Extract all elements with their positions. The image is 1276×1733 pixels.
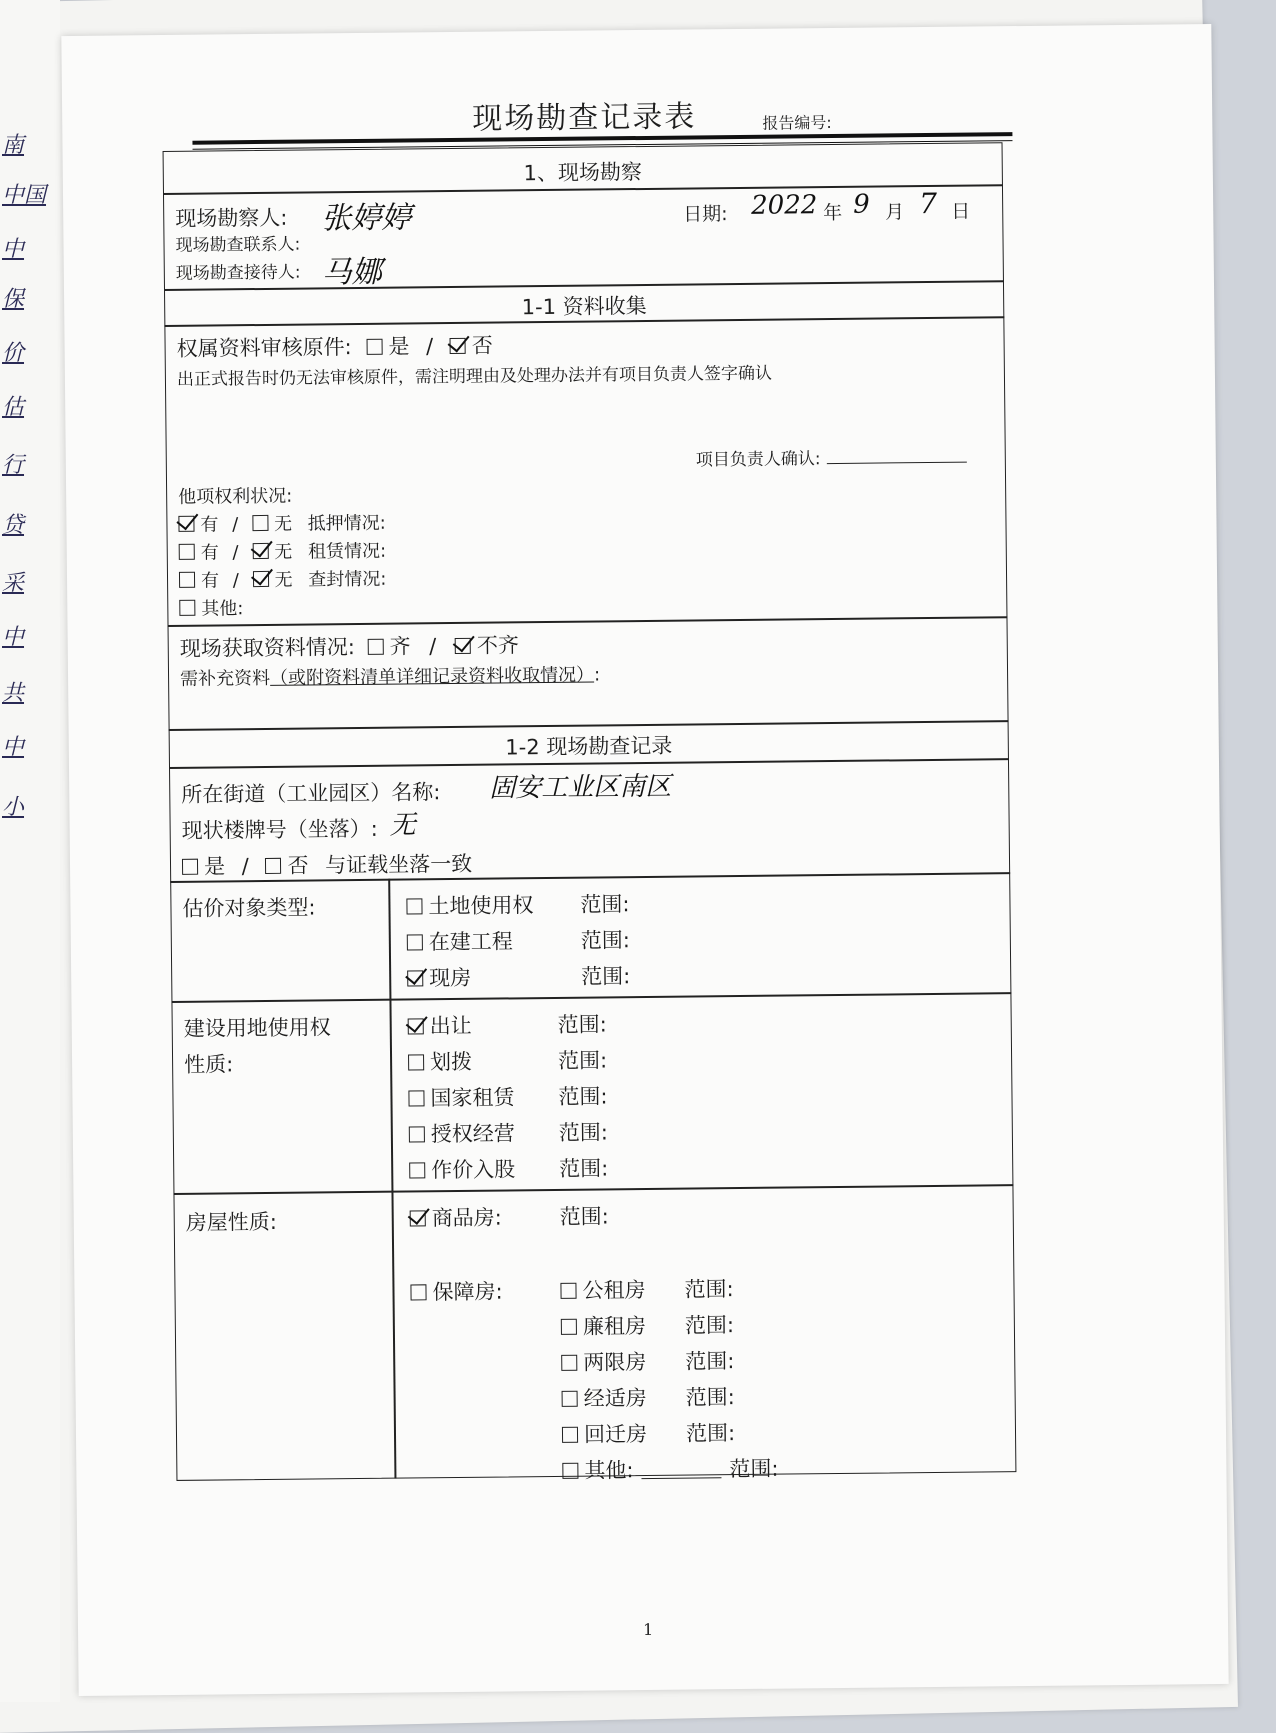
complete-checkbox[interactable] <box>367 639 383 655</box>
fragment-text: 中国 <box>2 183 47 208</box>
object-type-label: 估价对象类型: <box>182 895 316 921</box>
range-label: 范围: <box>581 964 631 989</box>
affordable-housing-checkbox[interactable] <box>410 1284 426 1300</box>
street-value: 固安工业区南区 <box>489 771 672 804</box>
range-label: 范围: <box>557 1048 608 1073</box>
option-label: 回迁房 <box>583 1422 648 1447</box>
page-number: 1 <box>642 1619 654 1640</box>
form-title: 现场勘查记录表 <box>472 99 697 137</box>
option-label: 在建工程 <box>428 929 513 955</box>
affordable-relocation <box>562 1418 647 1449</box>
range-label: 范围: <box>684 1313 735 1338</box>
date-day-unit: 日 <box>951 200 971 223</box>
affordable-economic <box>561 1382 646 1413</box>
project-lead-confirm <box>696 443 967 471</box>
state-lease-checkbox[interactable] <box>408 1090 424 1106</box>
option-label: 现房 <box>429 965 472 991</box>
commercial-housing <box>410 1202 502 1233</box>
land-use-label: 建设用地使用权 <box>183 1015 331 1041</box>
equity-contribution-checkbox[interactable] <box>409 1162 425 1178</box>
fragment-text: 价 <box>2 341 25 366</box>
commercial-housing-checkbox[interactable] <box>410 1210 426 1226</box>
house-nature-label: 房屋性质: <box>185 1209 277 1235</box>
date-year: 2022 <box>750 190 818 221</box>
range-label: 范围: <box>558 1120 609 1145</box>
authorized-operation-checkbox[interactable] <box>409 1126 425 1142</box>
consistency-row: 是 / 否 与证载坐落一致 <box>182 848 472 881</box>
date-month: 9 <box>852 189 870 220</box>
receiver-signature: 马娜 <box>321 254 383 291</box>
supplement-colon: : <box>593 664 601 686</box>
other-rights-checkbox[interactable] <box>179 600 195 616</box>
date-label: 日期: <box>683 203 728 226</box>
ownership-yes-checkbox[interactable] <box>366 339 382 355</box>
lease-none-checkbox[interactable] <box>252 543 268 559</box>
other-input-line[interactable] <box>642 1477 722 1479</box>
rights-row-other <box>179 594 243 621</box>
supplement-row <box>180 660 600 690</box>
lease-have-checkbox[interactable] <box>179 544 195 560</box>
fragment-text: 小 <box>2 795 25 820</box>
public-rent-checkbox[interactable] <box>560 1283 576 1299</box>
option-label: 保障房: <box>432 1279 503 1305</box>
section-1-1-title: 1-1 资料收集 <box>521 293 647 320</box>
land-use-label-2: 性质: <box>183 1052 234 1077</box>
option-label: 廉租房 <box>582 1314 647 1339</box>
mortgage-label: 抵押情况: <box>307 512 386 535</box>
section-1-2-title: 1-2 现场勘查记录 <box>505 733 673 760</box>
consistent-yes-label: 是 <box>203 854 226 879</box>
have-label: 有 <box>200 514 219 536</box>
street-label: 所在街道（工业园区）名称: <box>181 780 441 807</box>
consistent-no-label: 否 <box>287 853 309 878</box>
fragment-text: 保 <box>2 287 25 312</box>
surveyor-label: 现场勘察人: <box>175 205 288 231</box>
fragment-text: 南 <box>2 133 25 158</box>
range-label: 范围: <box>685 1349 735 1374</box>
ownership-no-checkbox[interactable] <box>450 338 466 354</box>
obtained-materials-row: 现场获取资料情况: 齐 / 不齐 <box>179 633 520 661</box>
range-label: 范围: <box>580 892 630 917</box>
date-day: 7 <box>918 186 938 221</box>
option-label: 国家租赁 <box>430 1085 515 1111</box>
mortgage-have-checkbox[interactable] <box>178 516 194 532</box>
contact-label: 现场勘查联系人: <box>175 234 301 256</box>
range-label: 范围: <box>580 928 631 953</box>
ownership-yes-label: 是 <box>388 334 410 359</box>
under-construction-checkbox[interactable] <box>407 934 423 950</box>
range-label: 范围: <box>729 1456 779 1482</box>
range-label: 范围: <box>559 1204 609 1229</box>
range-label: 范围: <box>557 1012 607 1037</box>
mortgage-none-checkbox[interactable] <box>252 515 268 531</box>
signature-line[interactable] <box>827 462 967 464</box>
seizure-none-checkbox[interactable] <box>253 571 269 587</box>
report-number-label: 报告编号: <box>762 113 832 133</box>
consistent-no-checkbox[interactable] <box>265 858 281 874</box>
existing-house-checkbox[interactable] <box>407 970 423 986</box>
section-1-title: 1、现场勘察 <box>523 159 643 186</box>
supplement-note: （或附资料清单详细记录资料收取情况） <box>269 664 595 689</box>
object-type-land <box>406 889 533 920</box>
land-use-transfer <box>408 1010 472 1041</box>
land-use-allocation <box>408 1046 472 1077</box>
land-use-state-lease <box>408 1081 514 1112</box>
rights-row-seizure: 有 / 无 查封情况: <box>179 565 387 593</box>
rights-row-mortgage: 有 / 无 抵押情况: <box>178 509 386 537</box>
fragment-text: 中 <box>2 625 25 650</box>
consistent-yes-checkbox[interactable] <box>182 859 198 875</box>
number-label: 现状楼牌号（坐落）: <box>181 816 378 843</box>
option-label: 出让 <box>429 1013 472 1039</box>
fragment-text: 中 <box>2 735 25 760</box>
option-label: 经适房 <box>583 1386 647 1411</box>
transfer-checkbox[interactable] <box>408 1018 424 1034</box>
price-limited-checkbox[interactable] <box>561 1355 577 1371</box>
consistent-label: 与证载坐落一致 <box>325 851 473 878</box>
date-month-unit: 月 <box>885 201 905 224</box>
range-label: 范围: <box>558 1084 608 1109</box>
incomplete-checkbox[interactable] <box>455 638 471 654</box>
relocation-housing-checkbox[interactable] <box>562 1427 578 1443</box>
affordable-other <box>562 1453 778 1485</box>
affordable-low-rent <box>561 1310 646 1341</box>
none-label: 无 <box>273 513 293 535</box>
number-value: 无 <box>389 810 416 841</box>
object-type-existing <box>407 962 471 993</box>
range-label: 范围: <box>685 1385 735 1410</box>
ownership-review-label: 权属资料审核原件: <box>176 335 352 361</box>
none-label: 无 <box>274 569 293 591</box>
land-use-equity <box>409 1153 515 1184</box>
allocation-checkbox[interactable] <box>408 1054 424 1070</box>
option-label: 土地使用权 <box>428 893 534 919</box>
object-type-construction <box>407 925 513 956</box>
fragment-text: 贷 <box>2 513 25 538</box>
complete-label: 齐 <box>389 634 411 659</box>
ownership-no-label: 否 <box>471 333 493 358</box>
affordable-housing <box>410 1276 502 1307</box>
supplement-label: 需补充资料 <box>179 667 271 690</box>
option-label: 划拨 <box>429 1049 473 1075</box>
fragment-text: 采 <box>2 571 25 596</box>
adjacent-document-edge <box>0 0 60 1702</box>
survey-record-form <box>61 24 1228 1696</box>
fragment-text: 估 <box>2 395 25 420</box>
other-rights-label: 他项权利状况: <box>178 485 293 508</box>
date-year-unit: 年 <box>823 201 843 225</box>
land-use-authorized <box>409 1117 515 1148</box>
option-label: 商品房: <box>431 1205 502 1231</box>
option-label: 两限房 <box>583 1350 647 1375</box>
none-label: 无 <box>274 541 293 563</box>
option-label: 授权经营 <box>430 1121 515 1147</box>
range-label: 范围: <box>559 1156 609 1181</box>
lease-label: 租赁情况: <box>307 540 387 563</box>
rights-row-lease: 有 / 无 租赁情况: <box>179 537 387 565</box>
receiver-label: 现场勘查接待人: <box>175 262 301 284</box>
seizure-label: 查封情况: <box>308 568 387 591</box>
fragment-text: 行 <box>2 453 25 478</box>
economic-housing-checkbox[interactable] <box>562 1391 578 1407</box>
obtained-materials-label: 现场获取资料情况: <box>179 635 355 661</box>
range-label: 范围: <box>685 1421 736 1446</box>
low-rent-checkbox[interactable] <box>561 1319 577 1335</box>
option-label: 其他: <box>584 1458 634 1483</box>
land-use-right-checkbox[interactable] <box>406 898 422 914</box>
option-label: 公租房 <box>582 1278 646 1303</box>
ownership-review-row: 权属资料审核原件: 是 / 否 <box>176 333 493 361</box>
ownership-note: 出正式报告时仍无法审核原件，需注明理由及处理办法并有项目负责人签字确认 <box>176 363 773 390</box>
other-rights-other-label: 其他: <box>201 598 244 620</box>
range-label: 范围: <box>684 1277 734 1302</box>
surveyor-signature: 张婷婷 <box>321 200 412 237</box>
have-label: 有 <box>200 542 219 564</box>
incomplete-label: 不齐 <box>476 633 520 658</box>
affordable-public-rent <box>560 1274 645 1305</box>
project-lead-confirm-label: 项目负责人确认: <box>695 449 821 471</box>
fragment-text: 中 <box>2 237 25 262</box>
have-label: 有 <box>200 570 220 592</box>
fragment-text: 共 <box>2 681 25 706</box>
seizure-have-checkbox[interactable] <box>179 572 195 588</box>
other-housing-checkbox[interactable] <box>562 1463 578 1479</box>
affordable-price-limited <box>561 1346 646 1377</box>
option-label: 作价入股 <box>431 1157 516 1183</box>
